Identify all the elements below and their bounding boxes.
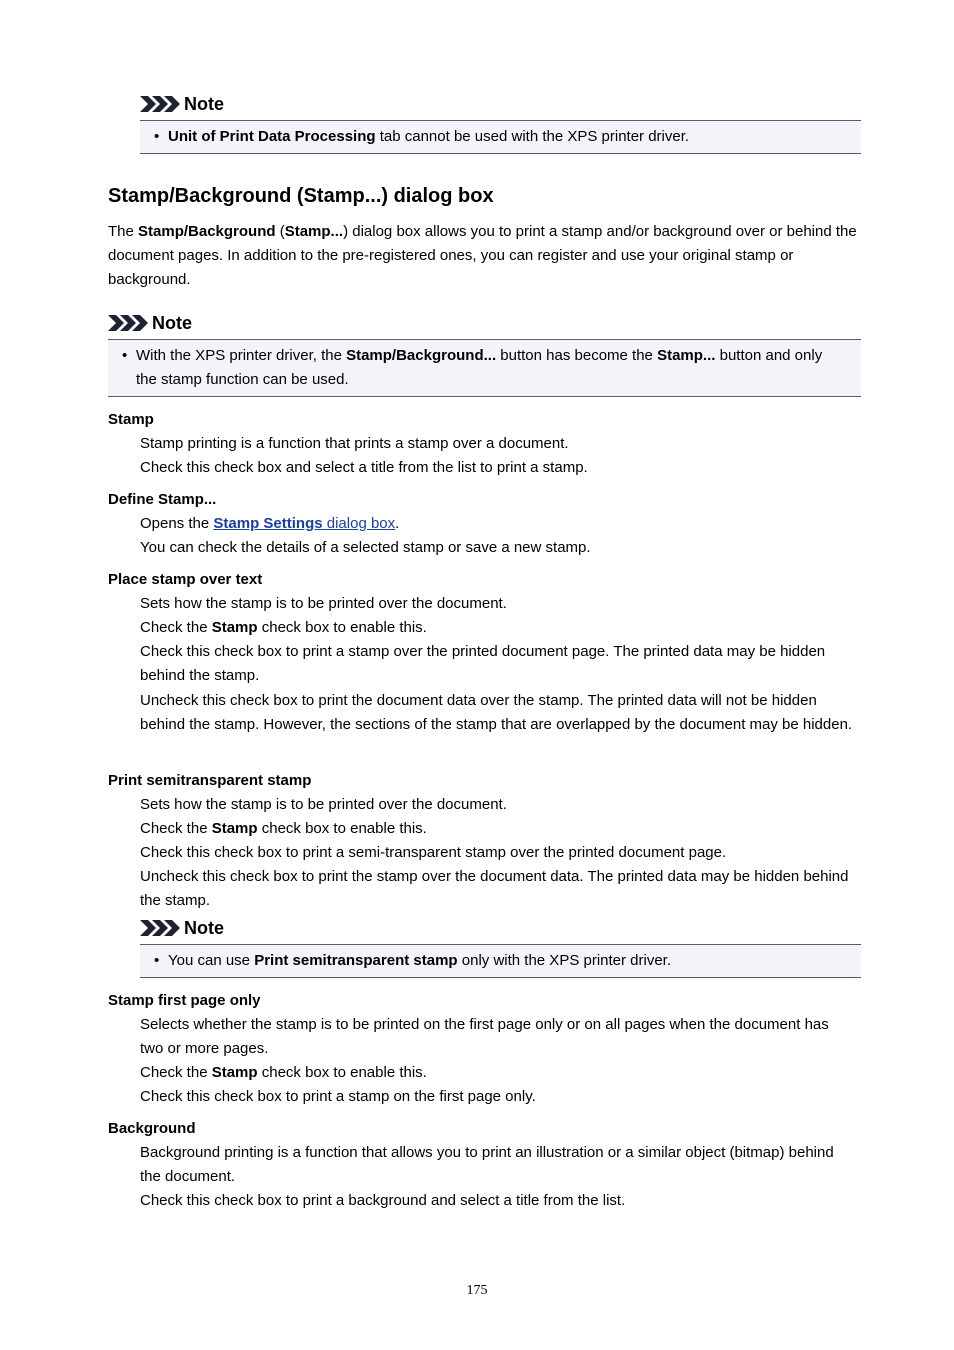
- term-semitransparent: Print semitransparent stamp: [108, 772, 312, 789]
- place-stamp-desc-2: Check the Stamp check box to enable this.: [140, 619, 427, 636]
- define-stamp-desc-1: Opens the Stamp Settings dialog box.: [140, 515, 400, 532]
- term-background: Background: [108, 1120, 196, 1137]
- semi-desc-2: Check the Stamp check box to enable this.: [140, 820, 427, 837]
- first-page-desc-3: Check this check box to print a stamp on the first page only.: [140, 1088, 536, 1105]
- background-desc-1: Background printing is a function that allows you to print an illustration or a similar object (bitmap) behind the document.: [140, 1144, 834, 1185]
- note-box: [140, 944, 861, 978]
- note-icon: [108, 315, 148, 331]
- semi-desc-4: Uncheck this check box to print the stamp over the document data. The printed data may be hidden behind the stamp.: [140, 868, 849, 909]
- semi-desc-3: Check this check box to print a semi-transparent stamp over the printed document page.: [140, 844, 727, 861]
- note-header: [140, 94, 224, 114]
- note-icon: [140, 920, 180, 936]
- note-box: [108, 339, 861, 397]
- define-stamp-desc-2: You can check the details of a selected stamp or save a new stamp.: [140, 539, 591, 556]
- bullet: •: [154, 952, 160, 969]
- intro-paragraph: The Stamp/Background (Stamp...) dialog box allows you to print a stamp and/or background over or behind the document pages. In addition to the pre-registered ones, you can register and use your original stamp or background.: [108, 223, 857, 288]
- page-number: 175: [466, 1283, 488, 1298]
- term-first-page: Stamp first page only: [108, 992, 261, 1009]
- term-place-stamp: Place stamp over text: [108, 571, 263, 588]
- first-page-desc-2: Check the Stamp check box to enable this.: [140, 1064, 427, 1081]
- note-icon: [140, 96, 180, 112]
- place-stamp-desc-4: Uncheck this check box to print the document data over the stamp. The printed data will not be hidden behind the stamp. However, the sections of the stamp that are overlapped by the document may be hidden.: [140, 692, 853, 733]
- note-box: [140, 120, 861, 154]
- bullet: •: [154, 128, 160, 145]
- term-stamp: Stamp: [108, 411, 154, 428]
- note-text: Unit of Print Data Processing tab cannot be used with the XPS printer driver.: [168, 128, 690, 145]
- term-define-stamp: Define Stamp...: [108, 491, 217, 508]
- section-heading: Stamp/Background (Stamp...) dialog box: [108, 185, 494, 207]
- note-title: Note: [152, 313, 192, 333]
- note-text: With the XPS printer driver, the Stamp/Background... button has become the Stamp... button and only the stamp function can be used.: [136, 347, 823, 388]
- note-title: Note: [184, 94, 224, 114]
- semi-desc-1: Sets how the stamp is to be printed over the document.: [140, 796, 507, 813]
- note-header: [140, 918, 224, 938]
- first-page-desc-1: Selects whether the stamp is to be printed on the first page only or on all pages when the document has two or more pages.: [140, 1016, 829, 1057]
- place-stamp-desc-3: Check this check box to print a stamp over the printed document page. The printed data may be hidden behind the stamp.: [140, 643, 826, 684]
- stamp-desc-1: Stamp printing is a function that prints a stamp over a document.: [140, 435, 569, 452]
- note-title: Note: [184, 918, 224, 938]
- stamp-settings-link[interactable]: Stamp Settings dialog box: [213, 515, 396, 532]
- stamp-desc-2: Check this check box and select a title from the list to print a stamp.: [140, 459, 588, 476]
- bullet: •: [122, 347, 128, 364]
- note-text: You can use Print semitransparent stamp only with the XPS printer driver.: [168, 952, 672, 969]
- place-stamp-desc-1: Sets how the stamp is to be printed over the document.: [140, 595, 507, 612]
- background-desc-2: Check this check box to print a background and select a title from the list.: [140, 1192, 626, 1209]
- note-header: [108, 313, 192, 333]
